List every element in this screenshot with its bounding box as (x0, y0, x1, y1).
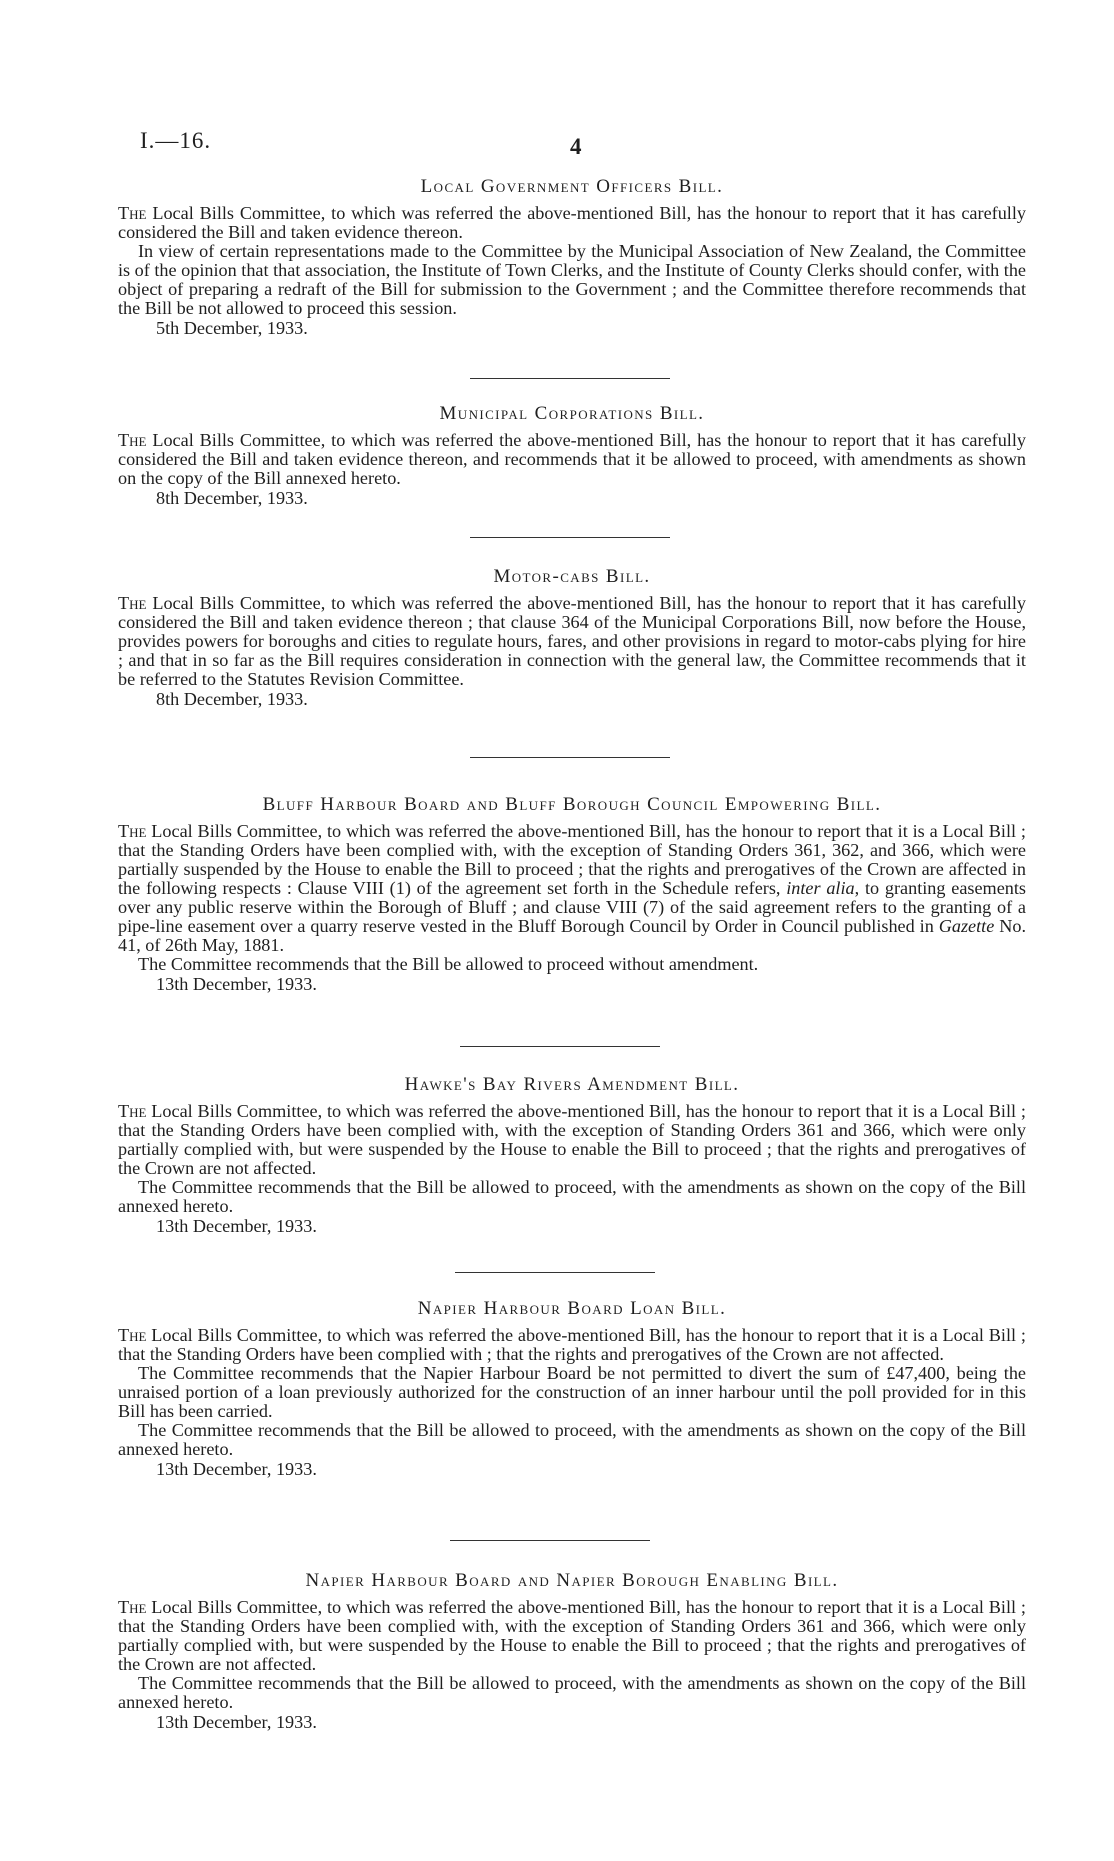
paragraph: The Local Bills Committee, to which was referred the above-mentioned Bill, has the honour to report that it is a Local Bill ; that the Standing Orders have been complied with, with the exception of Standing Orders 361 and 366, which were only partially complied with, but were suspended by the House to enable the Bill to proceed ; that the rights and prerogatives of the Crown are not affected. (118, 1101, 1026, 1178)
paragraph: The Local Bills Committee, to which was referred the above-mentioned Bill, has the honour to report that it has carefully considered the Bill and taken evidence thereon ; that clause 364 of the Municipal Corporations Bill, now before the House, provides powers for boroughs and cities to regulate hours, fares, and other provisions in regard to motor-cabs plying for hire ; and that in so far as the Bill requires consideration in connection with the general law, the Committee recommends that it be referred to the Statutes Revision Committee. (118, 593, 1026, 689)
page-number: 4 (570, 134, 582, 159)
paragraph: The Local Bills Committee, to which was referred the above-mentioned Bill, has the honour to report that it is a Local Bill ; that the Standing Orders have been complied with, with the exception of Standing Orders 361 and 366, which were only partially complied with, but were suspended by the House to enable the Bill to proceed ; that the rights and prerogatives of the Crown are not affected. (118, 1597, 1026, 1674)
section-body (118, 431, 1026, 488)
section-body (118, 822, 1026, 974)
paragraph: The Committee recommends that the Napier Harbour Board be not permitted to divert the sum of £47,400, being the unraised portion of a loan previously authorized for the construction of an inner harbour until the poll provided for in this Bill has been carried. (118, 1363, 1026, 1421)
section-body (118, 204, 1026, 318)
section-divider (460, 1046, 660, 1047)
section-title: Municipal Corporations Bill. (439, 403, 705, 424)
section-title: Bluff Harbour Board and Bluff Borough Council Empowering Bill. (262, 794, 882, 815)
paragraph: The Committee recommends that the Bill be allowed to proceed, with the amendments as shown on the copy of the Bill annexed hereto. (118, 1673, 1026, 1712)
section-bluff-harbour-board-bill (118, 794, 1026, 994)
section-motor-cabs-bill (118, 566, 1026, 709)
report-date: 8th December, 1933. (156, 488, 308, 508)
section-divider (470, 537, 670, 538)
report-date: 5th December, 1933. (156, 318, 308, 338)
report-date: 13th December, 1933. (156, 1216, 317, 1236)
report-date: 13th December, 1933. (156, 1712, 317, 1732)
section-title: Hawke's Bay Rivers Amendment Bill. (404, 1074, 740, 1095)
section-body (118, 594, 1026, 689)
section-divider (470, 378, 670, 379)
section-title: Napier Harbour Board Loan Bill. (417, 1298, 727, 1319)
section-municipal-corporations-bill (118, 403, 1026, 508)
section-napier-harbour-board-loan-bill (118, 1298, 1026, 1479)
report-date: 13th December, 1933. (156, 1459, 317, 1479)
paragraph: The Local Bills Committee, to which was referred the above-mentioned Bill, has the honour to report that it is a Local Bill ; that the Standing Orders have been complied with, with the exception of Standing Orders 361, 362, and 366, which were partially suspended by the House to enable the Bill to proceed ; that the rights and prerogatives of the Crown are affected in the following respects : Clause VIII (1) of the agreement set forth in the Schedule refers, inter alia, to granting easements over any public reserve within the Borough of Bluff ; and clause VIII (7) of the said agreement refers to the granting of a pipe-line easement over a quarry reserve vested in the Bluff Borough Council by Order in Council published in Gazette No. 41, of 26th May, 1881. (118, 821, 1027, 955)
paper-reference: I.—16. (140, 128, 212, 153)
section-title: Motor-cabs Bill. (493, 566, 651, 587)
section-local-government-officers-bill (118, 176, 1026, 338)
section-napier-harbour-board-enabling-bill (118, 1570, 1026, 1732)
paragraph: The Committee recommends that the Bill be allowed to proceed without amendment. (138, 954, 759, 974)
paragraph: The Local Bills Committee, to which was referred the above-mentioned Bill, has the honour to report that it is a Local Bill ; that the Standing Orders have been complied with ; that the rights and prerogatives of the Crown are not affected. (118, 1325, 1026, 1364)
report-date: 8th December, 1933. (156, 689, 308, 709)
paragraph: The Committee recommends that the Bill be allowed to proceed, with the amendments as shown on the copy of the Bill annexed hereto. (118, 1420, 1026, 1459)
report-date: 13th December, 1933. (156, 974, 317, 994)
paragraph: The Local Bills Committee, to which was referred the above-mentioned Bill, has the honour to report that it has carefully considered the Bill and taken evidence thereon, and recommends that it be allowed to proceed, with amendments as shown on the copy of the Bill annexed hereto. (118, 430, 1026, 488)
section-body (118, 1102, 1026, 1216)
paragraph: The Local Bills Committee, to which was referred the above-mentioned Bill, has the honour to report that it has carefully considered the Bill and taken evidence thereon. (118, 203, 1026, 242)
section-divider (455, 1272, 655, 1273)
section-body (118, 1598, 1026, 1712)
section-title: Local Government Officers Bill. (420, 176, 724, 197)
paragraph: The Committee recommends that the Bill be allowed to proceed, with the amendments as shown on the copy of the Bill annexed hereto. (118, 1177, 1026, 1216)
section-divider (470, 757, 670, 758)
paragraph: In view of certain representations made to the Committee by the Municipal Association of New Zealand, the Committee is of the opinion that that association, the Institute of Town Clerks, and the Institute of County Clerks should confer, with the object of preparing a redraft of the Bill for submission to the Government ; and the Committee therefore recommends that the Bill be not allowed to proceed this session. (118, 241, 1026, 318)
section-body (118, 1326, 1026, 1459)
section-divider (450, 1540, 650, 1541)
section-title: Napier Harbour Board and Napier Borough Enabling Bill. (305, 1570, 839, 1591)
section-hawkes-bay-rivers-amendment-bill (118, 1074, 1026, 1236)
